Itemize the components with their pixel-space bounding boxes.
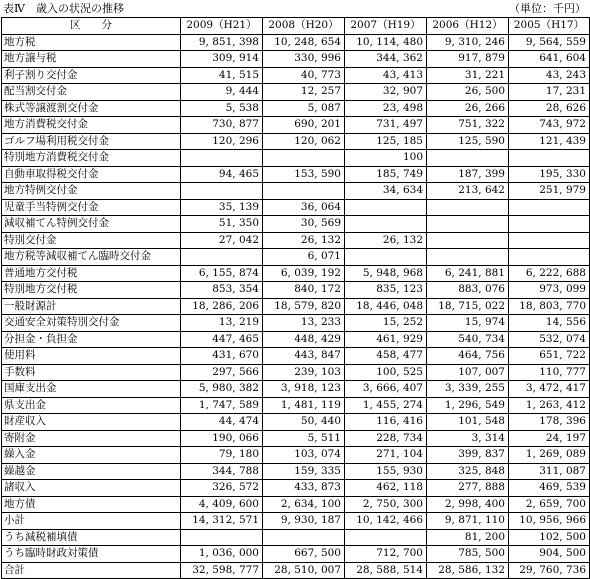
table-body xyxy=(2,34,590,579)
value-cell: 13, 233 xyxy=(263,315,345,332)
value-cell: 712, 700 xyxy=(345,546,427,563)
value-cell: 17, 231 xyxy=(509,84,590,101)
row-label: 自動車取得税交付金 xyxy=(2,166,181,183)
value-cell: 399, 837 xyxy=(427,447,509,464)
value-cell: 469, 539 xyxy=(509,480,590,497)
value-cell: 10, 142, 466 xyxy=(345,513,427,530)
row-label: 合計 xyxy=(2,562,181,579)
table-row xyxy=(2,51,590,68)
value-cell xyxy=(427,232,509,249)
row-label: 財産収入 xyxy=(2,414,181,431)
value-cell: 667, 500 xyxy=(263,546,345,563)
value-cell: 30, 569 xyxy=(263,216,345,233)
value-cell: 26, 132 xyxy=(345,232,427,249)
value-cell: 125, 185 xyxy=(345,133,427,150)
value-cell: 15, 252 xyxy=(345,315,427,332)
value-cell: 461, 929 xyxy=(345,331,427,348)
table-row xyxy=(2,447,590,464)
value-cell: 28, 586, 132 xyxy=(427,562,509,579)
value-cell: 5, 948, 968 xyxy=(345,265,427,282)
value-cell: 40, 773 xyxy=(263,67,345,84)
value-cell: 5, 538 xyxy=(181,100,263,117)
value-cell xyxy=(181,249,263,266)
value-cell: 1, 269, 089 xyxy=(509,447,590,464)
value-cell: 464, 756 xyxy=(427,348,509,365)
row-label: 地方税 xyxy=(2,34,181,51)
column-header: 2007（H19） xyxy=(345,18,427,35)
table-row xyxy=(2,199,590,216)
table-title: 表Ⅳ 歳入の状況の推移 xyxy=(3,2,124,15)
header-row xyxy=(2,18,590,35)
row-label: 繰越金 xyxy=(2,463,181,480)
value-cell xyxy=(263,150,345,167)
value-cell: 185, 749 xyxy=(345,166,427,183)
row-label: 利子割り交付金 xyxy=(2,67,181,84)
table-row xyxy=(2,331,590,348)
row-label: ゴルフ場利用税交付金 xyxy=(2,133,181,150)
value-cell: 32, 598, 777 xyxy=(181,562,263,579)
value-cell: 100 xyxy=(345,150,427,167)
value-cell: 251, 979 xyxy=(509,183,590,200)
row-label: 国庫支出金 xyxy=(2,381,181,398)
row-label: 使用料 xyxy=(2,348,181,365)
value-cell: 1, 481, 119 xyxy=(263,397,345,414)
value-cell: 326, 572 xyxy=(181,480,263,497)
row-label: 寄附金 xyxy=(2,430,181,447)
row-label: 一般財源計 xyxy=(2,298,181,315)
value-cell: 51, 350 xyxy=(181,216,263,233)
value-cell xyxy=(345,529,427,546)
value-cell: 431, 670 xyxy=(181,348,263,365)
table-row xyxy=(2,381,590,398)
value-cell: 36, 064 xyxy=(263,199,345,216)
table-row xyxy=(2,249,590,266)
value-cell xyxy=(509,150,590,167)
value-cell xyxy=(427,150,509,167)
table-row xyxy=(2,216,590,233)
table-row xyxy=(2,414,590,431)
row-label: 県支出金 xyxy=(2,397,181,414)
value-cell xyxy=(509,216,590,233)
column-header: 2006（H12） xyxy=(427,18,509,35)
revenue-table xyxy=(1,17,590,579)
value-cell: 18, 579, 820 xyxy=(263,298,345,315)
value-cell xyxy=(509,199,590,216)
value-cell: 2, 750, 300 xyxy=(345,496,427,513)
table-row xyxy=(2,100,590,117)
row-label: 地方消費税交付金 xyxy=(2,117,181,134)
value-cell xyxy=(263,183,345,200)
value-cell: 15, 974 xyxy=(427,315,509,332)
table-row xyxy=(2,133,590,150)
value-cell: 102, 500 xyxy=(509,529,590,546)
value-cell: 14, 312, 571 xyxy=(181,513,263,530)
value-cell: 101, 548 xyxy=(427,414,509,431)
table-row xyxy=(2,265,590,282)
value-cell: 24, 197 xyxy=(509,430,590,447)
value-cell: 641, 604 xyxy=(509,51,590,68)
value-cell: 107, 007 xyxy=(427,364,509,381)
table-row xyxy=(2,150,590,167)
value-cell xyxy=(345,249,427,266)
value-cell: 309, 914 xyxy=(181,51,263,68)
value-cell: 462, 118 xyxy=(345,480,427,497)
value-cell: 743, 972 xyxy=(509,117,590,134)
value-cell: 311, 087 xyxy=(509,463,590,480)
value-cell: 29, 760, 736 xyxy=(509,562,590,579)
value-cell: 447, 465 xyxy=(181,331,263,348)
value-cell: 121, 439 xyxy=(509,133,590,150)
table-row xyxy=(2,496,590,513)
table-row xyxy=(2,298,590,315)
value-cell: 44, 474 xyxy=(181,414,263,431)
value-cell: 2, 659, 700 xyxy=(509,496,590,513)
value-cell: 43, 413 xyxy=(345,67,427,84)
value-cell: 904, 500 xyxy=(509,546,590,563)
value-cell: 28, 510, 007 xyxy=(263,562,345,579)
value-cell: 190, 066 xyxy=(181,430,263,447)
value-cell xyxy=(263,529,345,546)
value-cell: 178, 396 xyxy=(509,414,590,431)
row-label: 交通安全対策特別交付金 xyxy=(2,315,181,332)
table-row xyxy=(2,166,590,183)
row-label: 配当割交付金 xyxy=(2,84,181,101)
value-cell: 731, 497 xyxy=(345,117,427,134)
row-label: うち減税補填債 xyxy=(2,529,181,546)
value-cell: 344, 362 xyxy=(345,51,427,68)
value-cell: 155, 930 xyxy=(345,463,427,480)
row-label: 特別地方消費税交付金 xyxy=(2,150,181,167)
value-cell: 153, 590 xyxy=(263,166,345,183)
table-row xyxy=(2,513,590,530)
table-row xyxy=(2,463,590,480)
row-label: 児童手当特例交付金 xyxy=(2,199,181,216)
value-cell: 277, 888 xyxy=(427,480,509,497)
value-cell xyxy=(427,199,509,216)
value-cell: 103, 074 xyxy=(263,447,345,464)
value-cell: 9, 871, 110 xyxy=(427,513,509,530)
value-cell: 1, 747, 589 xyxy=(181,397,263,414)
table-row xyxy=(2,529,590,546)
value-cell: 213, 642 xyxy=(427,183,509,200)
value-cell: 297, 566 xyxy=(181,364,263,381)
value-cell: 50, 440 xyxy=(263,414,345,431)
value-cell: 35, 139 xyxy=(181,199,263,216)
table-row xyxy=(2,480,590,497)
value-cell: 3, 918, 123 xyxy=(263,381,345,398)
value-cell xyxy=(509,249,590,266)
row-label: うち臨時財政対策債 xyxy=(2,546,181,563)
value-cell: 853, 354 xyxy=(181,282,263,299)
row-label: 地方特例交付金 xyxy=(2,183,181,200)
value-cell: 2, 634, 100 xyxy=(263,496,345,513)
value-cell: 239, 103 xyxy=(263,364,345,381)
row-label: 分担金・負担金 xyxy=(2,331,181,348)
table-row xyxy=(2,117,590,134)
value-cell: 120, 296 xyxy=(181,133,263,150)
row-label: 減収補てん特例交付金 xyxy=(2,216,181,233)
value-cell: 917, 879 xyxy=(427,51,509,68)
table-row xyxy=(2,546,590,563)
value-cell xyxy=(181,150,263,167)
value-cell: 3, 666, 407 xyxy=(345,381,427,398)
value-cell: 159, 335 xyxy=(263,463,345,480)
unit-note: （単位：千円） xyxy=(509,2,586,15)
value-cell: 1, 455, 274 xyxy=(345,397,427,414)
value-cell: 5, 511 xyxy=(263,430,345,447)
value-cell: 5, 087 xyxy=(263,100,345,117)
value-cell: 81, 200 xyxy=(427,529,509,546)
value-cell: 100, 525 xyxy=(345,364,427,381)
value-cell: 840, 172 xyxy=(263,282,345,299)
value-cell: 443, 847 xyxy=(263,348,345,365)
value-cell xyxy=(509,232,590,249)
table-row xyxy=(2,430,590,447)
table-caption xyxy=(3,0,586,17)
row-label: 地方譲与税 xyxy=(2,51,181,68)
value-cell: 18, 446, 048 xyxy=(345,298,427,315)
table-row xyxy=(2,348,590,365)
value-cell: 43, 243 xyxy=(509,67,590,84)
row-label: 繰入金 xyxy=(2,447,181,464)
value-cell: 110, 777 xyxy=(509,364,590,381)
value-cell xyxy=(345,199,427,216)
value-cell: 1, 036, 000 xyxy=(181,546,263,563)
value-cell: 532, 074 xyxy=(509,331,590,348)
value-cell: 2, 998, 400 xyxy=(427,496,509,513)
value-cell: 9, 310, 246 xyxy=(427,34,509,51)
value-cell xyxy=(345,216,427,233)
value-cell: 330, 996 xyxy=(263,51,345,68)
value-cell: 9, 851, 398 xyxy=(181,34,263,51)
value-cell xyxy=(181,529,263,546)
value-cell: 10, 114, 480 xyxy=(345,34,427,51)
value-cell: 26, 500 xyxy=(427,84,509,101)
value-cell: 751, 322 xyxy=(427,117,509,134)
value-cell: 41, 515 xyxy=(181,67,263,84)
value-cell: 125, 590 xyxy=(427,133,509,150)
row-label: 特別地方交付税 xyxy=(2,282,181,299)
value-cell: 6, 071 xyxy=(263,249,345,266)
value-cell: 4, 409, 600 xyxy=(181,496,263,513)
value-cell: 32, 907 xyxy=(345,84,427,101)
table-row xyxy=(2,315,590,332)
value-cell: 433, 873 xyxy=(263,480,345,497)
value-cell: 28, 626 xyxy=(509,100,590,117)
row-label: 地方債 xyxy=(2,496,181,513)
value-cell: 18, 715, 022 xyxy=(427,298,509,315)
table-row xyxy=(2,562,590,579)
table-row xyxy=(2,397,590,414)
value-cell: 6, 155, 874 xyxy=(181,265,263,282)
table-row xyxy=(2,364,590,381)
row-label: 手数料 xyxy=(2,364,181,381)
table-row xyxy=(2,232,590,249)
value-cell: 883, 076 xyxy=(427,282,509,299)
table-row xyxy=(2,84,590,101)
value-cell: 5, 980, 382 xyxy=(181,381,263,398)
value-cell: 18, 803, 770 xyxy=(509,298,590,315)
value-cell: 14, 556 xyxy=(509,315,590,332)
value-cell: 12, 257 xyxy=(263,84,345,101)
value-cell: 3, 314 xyxy=(427,430,509,447)
table-row xyxy=(2,67,590,84)
value-cell xyxy=(181,183,263,200)
column-header: 2009（H21） xyxy=(181,18,263,35)
table-row xyxy=(2,183,590,200)
value-cell: 1, 296, 549 xyxy=(427,397,509,414)
value-cell: 973, 099 xyxy=(509,282,590,299)
value-cell: 23, 498 xyxy=(345,100,427,117)
category-header: 区 分 xyxy=(2,18,181,35)
row-label: 小計 xyxy=(2,513,181,530)
value-cell: 325, 848 xyxy=(427,463,509,480)
value-cell: 10, 248, 654 xyxy=(263,34,345,51)
value-cell: 3, 472, 417 xyxy=(509,381,590,398)
value-cell: 94, 465 xyxy=(181,166,263,183)
value-cell: 3, 339, 255 xyxy=(427,381,509,398)
row-label: 普通地方交付税 xyxy=(2,265,181,282)
value-cell: 9, 444 xyxy=(181,84,263,101)
value-cell: 540, 734 xyxy=(427,331,509,348)
value-cell: 271, 104 xyxy=(345,447,427,464)
value-cell: 6, 039, 192 xyxy=(263,265,345,282)
table-row xyxy=(2,34,590,51)
value-cell: 1, 263, 412 xyxy=(509,397,590,414)
value-cell: 9, 564, 559 xyxy=(509,34,590,51)
value-cell xyxy=(427,249,509,266)
value-cell: 27, 042 xyxy=(181,232,263,249)
value-cell: 730, 877 xyxy=(181,117,263,134)
value-cell: 835, 123 xyxy=(345,282,427,299)
row-label: 特別交付金 xyxy=(2,232,181,249)
column-header: 2008（H20） xyxy=(263,18,345,35)
value-cell: 6, 222, 688 xyxy=(509,265,590,282)
value-cell: 9, 930, 187 xyxy=(263,513,345,530)
value-cell: 785, 500 xyxy=(427,546,509,563)
value-cell: 28, 588, 514 xyxy=(345,562,427,579)
value-cell: 195, 330 xyxy=(509,166,590,183)
value-cell: 34, 634 xyxy=(345,183,427,200)
value-cell: 10, 956, 966 xyxy=(509,513,590,530)
value-cell: 13, 219 xyxy=(181,315,263,332)
column-header: 2005（H17） xyxy=(509,18,590,35)
row-label: 地方税等減収補てん臨時交付金 xyxy=(2,249,181,266)
value-cell: 18, 286, 206 xyxy=(181,298,263,315)
row-label: 諸収入 xyxy=(2,480,181,497)
value-cell: 79, 180 xyxy=(181,447,263,464)
value-cell: 344, 788 xyxy=(181,463,263,480)
value-cell: 228, 734 xyxy=(345,430,427,447)
value-cell: 187, 399 xyxy=(427,166,509,183)
row-label: 株式等譲渡割交付金 xyxy=(2,100,181,117)
value-cell: 690, 201 xyxy=(263,117,345,134)
value-cell: 458, 477 xyxy=(345,348,427,365)
value-cell: 448, 429 xyxy=(263,331,345,348)
value-cell: 116, 416 xyxy=(345,414,427,431)
value-cell: 26, 132 xyxy=(263,232,345,249)
table-row xyxy=(2,282,590,299)
value-cell: 26, 266 xyxy=(427,100,509,117)
value-cell xyxy=(427,216,509,233)
value-cell: 120, 062 xyxy=(263,133,345,150)
value-cell: 6, 241, 881 xyxy=(427,265,509,282)
value-cell: 651, 722 xyxy=(509,348,590,365)
value-cell: 31, 221 xyxy=(427,67,509,84)
